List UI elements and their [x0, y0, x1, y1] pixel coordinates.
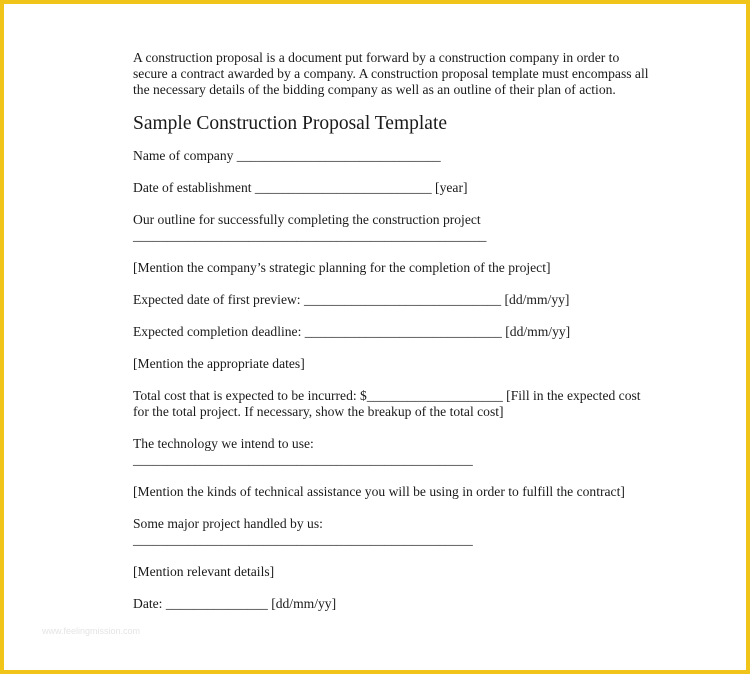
company-name-field: Name of company ______________________________: [133, 148, 441, 163]
document-page: [4, 4, 746, 670]
major-projects-label: Some major project handled by us:: [133, 516, 323, 531]
establishment-date-field: Date of establishment __________________________ [year]: [133, 180, 468, 195]
watermark-text: www.feelingmission.com: [42, 626, 141, 636]
technology-blank-line: __________________________________________________: [133, 452, 473, 467]
date-field: Date: _______________ [dd/mm/yy]: [133, 596, 337, 611]
dates-note: [Mention the appropriate dates]: [133, 356, 305, 371]
relevant-details-note: [Mention relevant details]: [133, 564, 275, 579]
first-preview-field: Expected date of first preview: _____________________________ [dd/mm/yy]: [133, 292, 570, 307]
document-body: [133, 50, 653, 612]
document-title: Sample Construction Proposal Template: [133, 113, 448, 134]
technology-label: The technology we intend to use:: [133, 436, 314, 451]
projects-blank-line: __________________________________________________: [133, 532, 473, 547]
outline-blank-line: ____________________________________________________: [133, 228, 487, 243]
technical-assistance-note: [Mention the kinds of technical assistance you will be using in order to fulfill the contract]: [133, 484, 625, 499]
strategic-planning-note: [Mention the company’s strategic planning for the completion of the project]: [133, 260, 551, 275]
completion-deadline-field: Expected completion deadline: _____________________________ [dd/mm/yy]: [133, 324, 571, 339]
intro-paragraph: A construction proposal is a document put forward by a construction company in order to secure a contract awarded by a company. A construction proposal template must encompass all the necessary details of the bidding company as well as an outline of their plan of action.: [133, 50, 649, 97]
total-cost-field: Total cost that is expected to be incurred: $____________________ [Fill in the expected cost for the total project. If necessary, show the breakup of the total cost]: [133, 388, 644, 419]
outline-label: Our outline for successfully completing the construction project: [133, 212, 481, 227]
